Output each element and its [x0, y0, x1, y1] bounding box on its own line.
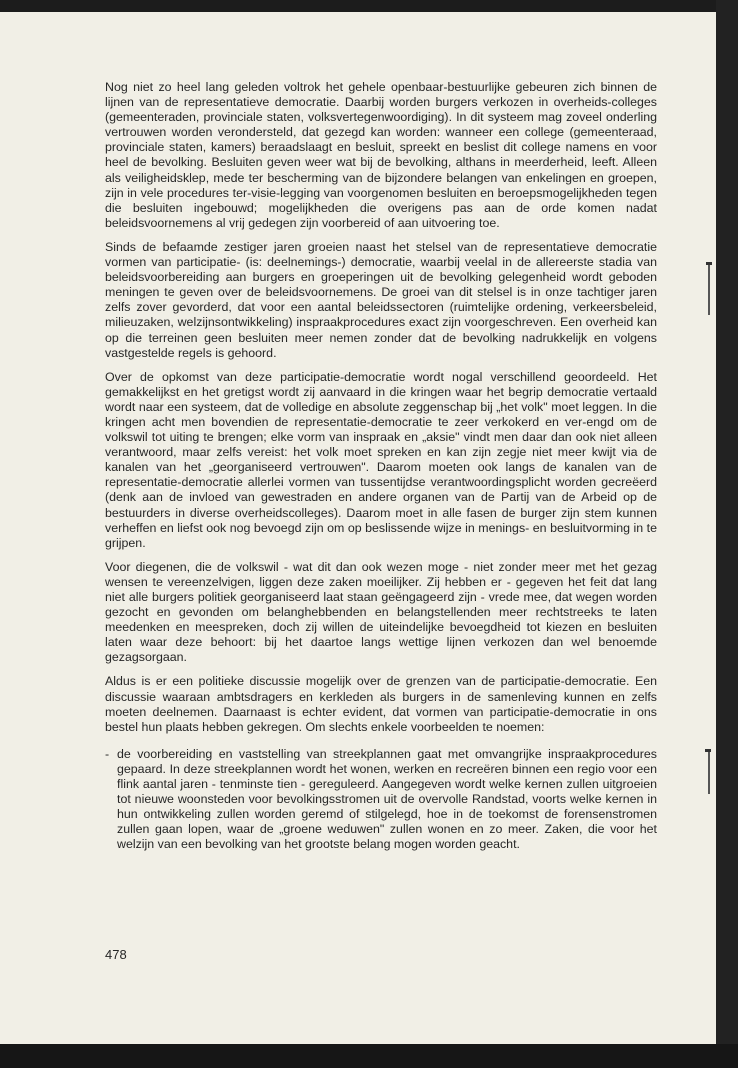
scan-bottom-border: [0, 1044, 738, 1068]
paragraph-2: Sinds de befaamde zestiger jaren groeien naast het stelsel van de representatieve democratie vormen van participatie- (is: deelnemings-) democratie, waarbij veelal in de allereerste stadia van beleidsvoorbereiding aan burgers en groeperingen uit de bevolking gelegenheid wordt geboden meningen te geven over de beleidsvoornemens. De groei van dit stelsel is in onze tachtiger jaren zelfs zover gevorderd, dat voor een aantal beleidssectoren (ruimtelijke ordening, verkeersbeleid, milieuzaken, welzijnsontwikkeling) inspraakprocedures exact zijn voorgeschreven. Een overheid kan op die terreinen geen besluiten meer nemen zonder dat de bevolking nadrukkelijk en volgens vastgestelde regels is gehoord.: [105, 239, 657, 360]
paragraph-3: Over de opkomst van deze participatie-democratie wordt nogal verschillend geoordeeld. Het gemakkelijkst en het gretigst wordt zij aanvaard in die kringen waar het begrip democratie vertaald wordt naar een systeem, dat de volledige en absolute zeggenschap bij „het volk" moet leggen. In die kringen acht men bovendien de representatie-democratie te zeer verkokerd en ver-engd om de volkswil tot uiting te brengen; elke vorm van inspraak en „aksie" vindt men daar dan ook niet alleen verantwoord, maar zelfs vereist: het volk moet spreken en kan zijn zegje niet meer kwijt via de kanalen van het „georganiseerd vertrouwen". Daarom moeten ook langs de kanalen van de representatie-democratie allerlei vormen van tussentijdse verantwoordingsplicht worden gecreëerd (denk aan de invloed van gewestraden en andere organen van de Partij van de Arbeid op de bestuurders in diverse overheidscolleges). Daarom moet in alle fasen de burger zijn stem kunnen verheffen en liefst ook nog bevoegd zijn om op beslissende wijze in menings- en besluitvorming in te grijpen.: [105, 369, 657, 550]
document-body: [105, 80, 657, 853]
page-number: 478: [105, 947, 127, 962]
list-item-text: de voorbereiding en vaststelling van streekplannen gaat met omvangrijke inspraakprocedures gepaard. In deze streekplannen wordt het wonen, werken en recreëren binnen een regio voor een flink aantal jaren - tenminste tien - gereguleerd. Aangegeven wordt welke kernen zullen uitgroeien tot nieuwe woonsteden voor bevolkingsstromen uit de overvolle Randstad, voorts welke kernen in hun ontwikkeling zullen worden geremd of stilgelegd, hoe in de toekomst de forensenstromen zullen gaan lopen, waar de „groene weduwen" zullen wonen en zo meer. Zaken, die voor het welzijn van een bevolking van het grootste belang mogen worden geacht.: [117, 746, 657, 852]
list-item: [105, 747, 657, 853]
margin-mark-2: [708, 752, 710, 794]
scan-right-border: [716, 0, 738, 1068]
paragraph-4: Voor diegenen, die de volkswil - wat dit dan ook wezen moge - niet zonder meer met het gezag wensen te vereenzelvigen, liggen deze zaken moeilijker. Zij hebben er - gegeven het feit dat lang niet alle burgers politiek georganiseerd laat staan geëngageerd zijn - vrede mee, dat wegen worden gezocht en gevonden om belanghebbenden en belangstellenden meer rechtstreeks te laten meedenken en meespreken, doch zij willen de uiteindelijke bevoegdheid tot kiezen en besluiten laten waar deze behoort: bij het daartoe langs wettige lijnen verkozen dan wel benoemde gezagsorgaan.: [105, 559, 657, 665]
scan-top-border: [0, 0, 738, 12]
paragraph-5: Aldus is er een politieke discussie mogelijk over de grenzen van de participatie-democratie. Een discussie waaraan ambtsdragers en kerkleden als burgers in de samenleving kunnen en zelfs moeten deelnemen. Daarnaast is echter evident, dat vormen van participatie-democratie in ons bestel hun plaats hebben gekregen. Om slechts enkele voorbeelden te noemen:: [105, 674, 657, 734]
list-dash: -: [105, 746, 110, 761]
margin-mark-1: [708, 265, 710, 315]
paragraph-1: Nog niet zo heel lang geleden voltrok het gehele openbaar-bestuurlijke gebeuren zich binnen de lijnen van de representatieve democratie. Daarbij worden burgers verkozen in overheids-colleges (gemeenteraden, provinciale staten, volksvertegenwoordiging). In dit systeem mag zoveel onderling vertrouwen worden verondersteld, dat gezegd kan worden: wanneer een college (gemeenteraad, provinciale staten, kamers) beraadslaagt en besluit, spreekt en beslist dit college namens en voor heel de bevolking. Besluiten geven weer wat bij de bevolking, althans in meerderheid, leeft. Alleen als veiligheidsklep, mede ter bescherming van de bijzondere belangen van enkelingen en groepen, zijn in vele procedures ter-visie-legging van voorgenomen besluiten en beroepsmogelijkheden tegen die besluiten ingebouwd; mogelijkheden die overigens pas aan de orde komen nadat beleidsvoornemens al vrij gedegen zijn voorbereid of aan uitvoering toe.: [105, 80, 657, 230]
